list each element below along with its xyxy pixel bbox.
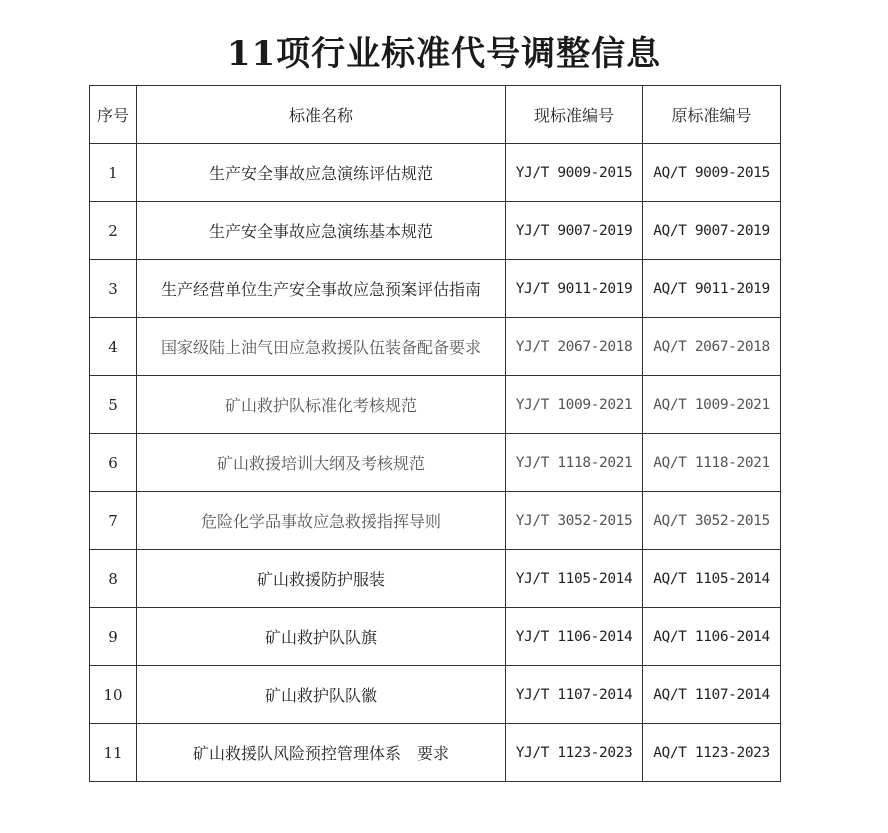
row-no: 3 xyxy=(90,260,137,318)
table-row xyxy=(90,260,781,318)
table-row xyxy=(90,434,781,492)
table-row xyxy=(90,318,781,376)
row-original-code: AQ/T 1105-2014 xyxy=(643,550,781,608)
header-original-code: 原标准编号 xyxy=(643,86,781,144)
header-no: 序号 xyxy=(90,86,137,144)
row-current-code: YJ/T 1009-2021 xyxy=(506,376,643,434)
row-current-code: YJ/T 1106-2014 xyxy=(506,608,643,666)
row-original-code: AQ/T 1107-2014 xyxy=(643,666,781,724)
row-no: 5 xyxy=(90,376,137,434)
row-no: 11 xyxy=(90,724,137,782)
row-name: 生产经营单位生产安全事故应急预案评估指南 xyxy=(137,260,506,318)
table-row xyxy=(90,608,781,666)
row-no: 2 xyxy=(90,202,137,260)
table-row xyxy=(90,202,781,260)
row-current-code: YJ/T 1105-2014 xyxy=(506,550,643,608)
table-header-row xyxy=(90,86,781,144)
standards-table xyxy=(89,85,781,782)
row-original-code: AQ/T 1123-2023 xyxy=(643,724,781,782)
row-name: 矿山救护队队徽 xyxy=(137,666,506,724)
row-original-code: AQ/T 9007-2019 xyxy=(643,202,781,260)
row-original-code: AQ/T 1009-2021 xyxy=(643,376,781,434)
page-title: 11项行业标准代号调整信息 xyxy=(226,34,662,74)
table-row xyxy=(90,724,781,782)
row-no: 8 xyxy=(90,550,137,608)
row-original-code: AQ/T 1106-2014 xyxy=(643,608,781,666)
row-no: 4 xyxy=(90,318,137,376)
row-name: 矿山救援培训大纲及考核规范 xyxy=(137,434,506,492)
row-no: 7 xyxy=(90,492,137,550)
row-original-code: AQ/T 2067-2018 xyxy=(643,318,781,376)
row-name: 生产安全事故应急演练基本规范 xyxy=(137,202,506,260)
row-name: 生产安全事故应急演练评估规范 xyxy=(137,144,506,202)
row-current-code: YJ/T 9009-2015 xyxy=(506,144,643,202)
header-name: 标准名称 xyxy=(137,86,506,144)
row-no: 10 xyxy=(90,666,137,724)
row-current-code: YJ/T 1123-2023 xyxy=(506,724,643,782)
row-name: 矿山救护队标准化考核规范 xyxy=(137,376,506,434)
row-name: 矿山救援防护服装 xyxy=(137,550,506,608)
row-original-code: AQ/T 1118-2021 xyxy=(643,434,781,492)
row-current-code: YJ/T 9007-2019 xyxy=(506,202,643,260)
table-row xyxy=(90,550,781,608)
row-current-code: YJ/T 2067-2018 xyxy=(506,318,643,376)
row-original-code: AQ/T 9009-2015 xyxy=(643,144,781,202)
row-name: 矿山救援队风险预控管理体系 要求 xyxy=(137,724,506,782)
row-name: 危险化学品事故应急救援指挥导则 xyxy=(137,492,506,550)
table-row xyxy=(90,144,781,202)
row-no: 9 xyxy=(90,608,137,666)
header-current-code: 现标准编号 xyxy=(506,86,643,144)
row-original-code: AQ/T 9011-2019 xyxy=(643,260,781,318)
table-row xyxy=(90,666,781,724)
row-current-code: YJ/T 1118-2021 xyxy=(506,434,643,492)
row-no: 6 xyxy=(90,434,137,492)
row-original-code: AQ/T 3052-2015 xyxy=(643,492,781,550)
table-row xyxy=(90,492,781,550)
row-current-code: YJ/T 3052-2015 xyxy=(506,492,643,550)
table-row xyxy=(90,376,781,434)
row-current-code: YJ/T 1107-2014 xyxy=(506,666,643,724)
row-no: 1 xyxy=(90,144,137,202)
row-name: 国家级陆上油气田应急救援队伍装备配备要求 xyxy=(137,318,506,376)
row-name: 矿山救护队队旗 xyxy=(137,608,506,666)
row-current-code: YJ/T 9011-2019 xyxy=(506,260,643,318)
